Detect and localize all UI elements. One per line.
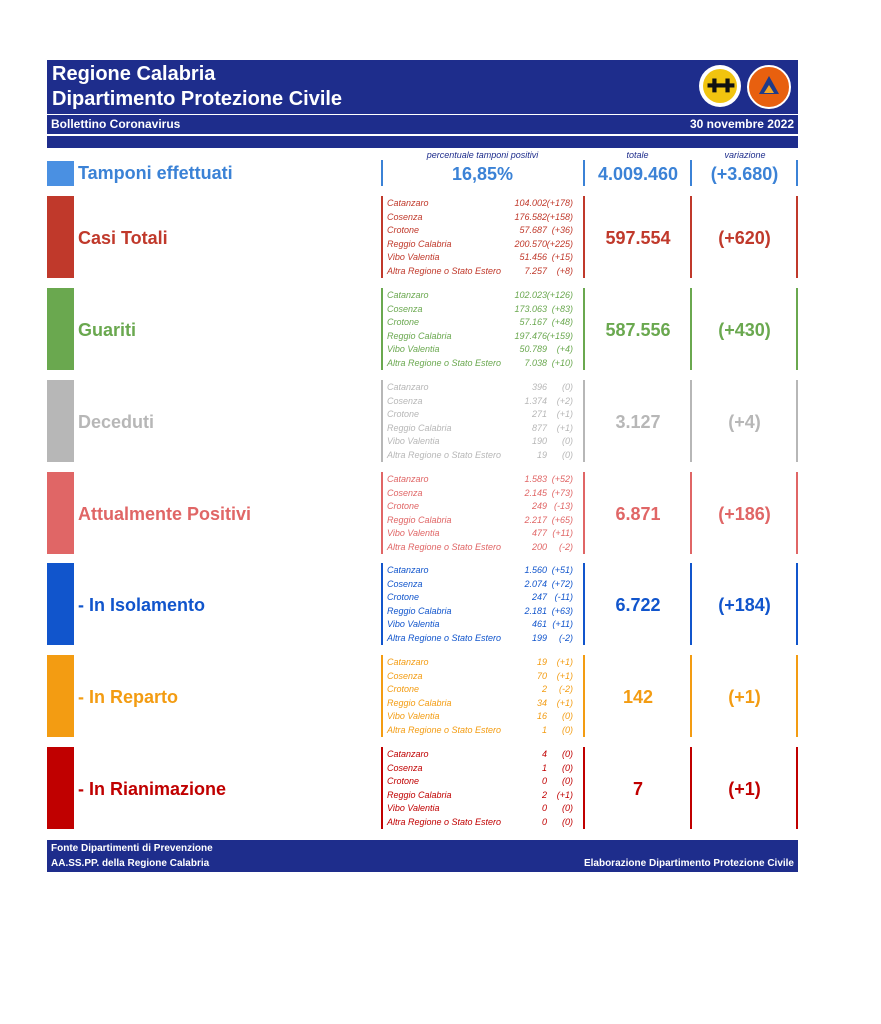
section-total: 7 <box>632 779 643 799</box>
province-row <box>387 763 583 777</box>
province-row <box>387 817 583 831</box>
province-row <box>387 671 583 685</box>
section-divider <box>583 563 585 645</box>
province-value: 477 <box>531 528 547 538</box>
province-delta: (+52) <box>551 474 573 484</box>
province-name: Catanzaro <box>387 198 429 208</box>
tamponi-total: 4.009.460 <box>597 164 679 184</box>
province-delta: (0) <box>562 803 573 813</box>
province-name: Reggio Calabria <box>387 514 452 525</box>
province-name: Vibo Valentia <box>387 344 440 354</box>
province-value: 197.476 <box>514 330 547 341</box>
section-divider <box>583 747 585 829</box>
province-row <box>387 436 583 450</box>
footer-source-line1: Fonte Dipartimenti di Prevenzione <box>51 843 213 854</box>
section-variation: (+184) <box>718 595 771 615</box>
province-value: 173.063 <box>514 303 547 314</box>
province-delta: (-2) <box>559 684 573 694</box>
section-variation: (+4) <box>728 412 761 432</box>
province-delta: (+65) <box>551 514 573 525</box>
province-delta: (0) <box>562 749 573 759</box>
province-delta: (+1) <box>556 789 573 800</box>
province-row <box>387 225 583 239</box>
province-row <box>387 423 583 437</box>
province-breakdown <box>387 382 583 463</box>
province-name: Cosenza <box>387 303 423 314</box>
province-row <box>387 803 583 817</box>
province-value: 2.145 <box>524 487 547 498</box>
province-row <box>387 776 583 790</box>
province-delta: (+1) <box>556 422 573 433</box>
province-row <box>387 528 583 542</box>
province-value: 16 <box>536 711 547 721</box>
province-name: Catanzaro <box>387 657 429 667</box>
header-divider-band <box>47 136 798 148</box>
province-name: Cosenza <box>387 395 423 406</box>
province-row <box>387 684 583 698</box>
province-row <box>387 474 583 488</box>
province-value: 0 <box>541 803 547 813</box>
province-value: 190 <box>531 436 547 446</box>
province-name: Catanzaro <box>387 749 429 759</box>
province-delta: (0) <box>562 436 573 446</box>
section-divider <box>690 472 692 554</box>
section-label: Guariti <box>78 320 137 340</box>
section-variation: (+186) <box>718 504 771 524</box>
protezione-civile-logo <box>747 65 791 109</box>
province-value: 34 <box>536 697 547 708</box>
section-divider <box>381 380 383 462</box>
province-row <box>387 317 583 331</box>
province-row <box>387 579 583 593</box>
province-row <box>387 409 583 423</box>
province-name: Reggio Calabria <box>387 697 452 708</box>
section-color-bar <box>47 288 74 370</box>
section-divider <box>583 380 585 462</box>
province-delta: (0) <box>562 776 573 786</box>
section-divider <box>381 288 383 370</box>
province-delta: (-2) <box>559 541 573 552</box>
section-divider <box>690 196 692 278</box>
province-value: 57.687 <box>519 225 547 235</box>
province-row <box>387 382 583 396</box>
province-name: Cosenza <box>387 211 423 222</box>
province-delta: (+225) <box>546 238 573 249</box>
section-divider <box>381 747 383 829</box>
province-name: Vibo Valentia <box>387 252 440 262</box>
section-variation: (+1) <box>728 779 761 799</box>
province-delta: (+51) <box>551 565 573 575</box>
province-delta: (+4) <box>556 344 573 354</box>
province-value: 70 <box>536 670 547 681</box>
province-name: Vibo Valentia <box>387 528 440 538</box>
province-name: Reggio Calabria <box>387 330 452 341</box>
province-delta: (+158) <box>546 211 573 222</box>
province-delta: (+1) <box>556 657 573 667</box>
tamponi-variation: (+3.680) <box>710 164 779 184</box>
province-breakdown <box>387 749 583 830</box>
tamponi-divider <box>796 160 798 186</box>
section-color-bar <box>47 563 74 645</box>
section-divider <box>583 655 585 737</box>
section-label: - In Rianimazione <box>78 779 227 799</box>
province-row <box>387 252 583 266</box>
tamponi-label: Tamponi effettuati <box>78 163 233 183</box>
section-divider <box>796 747 798 829</box>
province-breakdown <box>387 290 583 371</box>
province-row <box>387 450 583 464</box>
section-divider <box>690 655 692 737</box>
province-name: Vibo Valentia <box>387 711 440 721</box>
province-row <box>387 212 583 226</box>
section-total: 587.556 <box>605 320 671 340</box>
province-row <box>387 606 583 620</box>
province-row <box>387 290 583 304</box>
province-row <box>387 266 583 280</box>
header-title-region: Regione Calabria <box>52 63 216 85</box>
province-value: 396 <box>531 382 547 392</box>
province-value: 200 <box>531 541 547 552</box>
province-breakdown <box>387 198 583 279</box>
province-value: 2.217 <box>524 514 547 525</box>
section-color-bar <box>47 655 74 737</box>
section-divider <box>796 196 798 278</box>
province-row <box>387 592 583 606</box>
province-value: 7.257 <box>524 265 547 276</box>
tamponi-percent: 16,85% <box>451 164 514 184</box>
province-delta: (+72) <box>551 578 573 589</box>
province-delta: (+8) <box>556 265 573 276</box>
section-color-bar <box>47 380 74 462</box>
province-value: 2 <box>541 789 547 800</box>
province-delta: (0) <box>562 449 573 460</box>
section-divider <box>796 288 798 370</box>
province-value: 4 <box>541 749 547 759</box>
section-label: - In Reparto <box>78 687 179 707</box>
section-divider <box>690 380 692 462</box>
province-delta: (+1) <box>556 697 573 708</box>
province-breakdown <box>387 657 583 738</box>
province-value: 461 <box>531 619 547 629</box>
section-divider <box>796 472 798 554</box>
province-delta: (0) <box>562 724 573 735</box>
section-divider <box>796 655 798 737</box>
province-row <box>387 725 583 739</box>
province-value: 7.038 <box>524 357 547 368</box>
tamponi-color-marker <box>47 161 74 186</box>
province-name: Catanzaro <box>387 290 429 300</box>
province-row <box>387 239 583 253</box>
province-delta: (+15) <box>551 252 573 262</box>
province-delta: (0) <box>562 382 573 392</box>
footer-banner <box>47 840 798 872</box>
section-label: Casi Totali <box>78 228 168 248</box>
section-variation: (+430) <box>718 320 771 340</box>
province-name: Crotone <box>387 409 420 419</box>
province-value: 50.789 <box>519 344 547 354</box>
section-divider <box>381 196 383 278</box>
regione-calabria-logo: ✚✚ <box>699 65 741 107</box>
section-divider <box>583 196 585 278</box>
province-name: Catanzaro <box>387 382 429 392</box>
bulletin-date: 30 novembre 2022 <box>689 117 794 131</box>
province-value: 200.570 <box>514 238 547 249</box>
section-divider <box>583 288 585 370</box>
province-name: Cosenza <box>387 762 423 773</box>
section-total: 3.127 <box>615 412 661 432</box>
province-value: 1.583 <box>524 474 547 484</box>
province-delta: (+178) <box>546 198 573 208</box>
province-row <box>387 619 583 633</box>
province-value: 1 <box>541 724 547 735</box>
province-row <box>387 565 583 579</box>
province-name: Vibo Valentia <box>387 619 440 629</box>
province-delta: (+159) <box>546 330 573 341</box>
province-name: Altra Regione o Stato Estero <box>387 265 502 276</box>
section-color-bar <box>47 747 74 829</box>
province-value: 2 <box>541 684 547 694</box>
province-row <box>387 698 583 712</box>
province-value: 0 <box>541 816 547 827</box>
province-name: Cosenza <box>387 670 423 681</box>
province-delta: (-2) <box>559 632 573 643</box>
section-total: 6.871 <box>615 504 661 524</box>
province-value: 57.167 <box>519 317 547 327</box>
column-header-variation: variazione <box>724 150 766 160</box>
province-value: 199 <box>531 632 547 643</box>
province-row <box>387 198 583 212</box>
province-delta: (-13) <box>553 501 573 511</box>
province-delta: (+36) <box>551 225 573 235</box>
province-row <box>387 633 583 647</box>
province-delta: (+11) <box>552 528 573 538</box>
province-name: Catanzaro <box>387 565 429 575</box>
province-delta: (0) <box>562 762 573 773</box>
province-value: 249 <box>531 501 547 511</box>
province-name: Crotone <box>387 317 420 327</box>
province-name: Altra Regione o Stato Estero <box>387 632 502 643</box>
province-name: Catanzaro <box>387 474 429 484</box>
province-row <box>387 542 583 556</box>
province-row <box>387 501 583 515</box>
province-delta: (+83) <box>551 303 573 314</box>
province-value: 102.023 <box>514 290 547 300</box>
province-name: Altra Regione o Stato Estero <box>387 357 502 368</box>
province-row <box>387 657 583 671</box>
province-name: Altra Regione o Stato Estero <box>387 724 502 735</box>
province-delta: (0) <box>562 816 573 827</box>
section-divider <box>583 472 585 554</box>
province-name: Reggio Calabria <box>387 605 452 616</box>
section-divider <box>690 288 692 370</box>
province-name: Crotone <box>387 501 420 511</box>
section-color-bar <box>47 196 74 278</box>
province-name: Reggio Calabria <box>387 238 452 249</box>
province-delta: (+2) <box>556 395 573 406</box>
province-value: 1.374 <box>524 395 547 406</box>
province-row <box>387 304 583 318</box>
province-delta: (+11) <box>552 619 573 629</box>
province-value: 247 <box>531 592 547 602</box>
province-name: Reggio Calabria <box>387 789 452 800</box>
section-total: 597.554 <box>605 228 671 248</box>
province-row <box>387 515 583 529</box>
column-header-percent: percentuale tamponi positivi <box>426 150 539 160</box>
province-name: Vibo Valentia <box>387 436 440 446</box>
tamponi-divider <box>381 160 383 186</box>
province-breakdown <box>387 565 583 646</box>
province-name: Reggio Calabria <box>387 422 452 433</box>
section-divider <box>381 472 383 554</box>
province-name: Cosenza <box>387 578 423 589</box>
province-value: 19 <box>536 657 547 667</box>
header-subbar <box>47 114 798 133</box>
header-banner <box>47 60 798 134</box>
province-row <box>387 749 583 763</box>
province-row <box>387 790 583 804</box>
province-name: Altra Regione o Stato Estero <box>387 541 502 552</box>
column-header-total: totale <box>626 150 649 160</box>
province-delta: (+1) <box>556 409 573 419</box>
province-row <box>387 331 583 345</box>
province-name: Crotone <box>387 225 420 235</box>
tamponi-divider <box>690 160 692 186</box>
province-name: Altra Regione o Stato Estero <box>387 449 502 460</box>
province-row <box>387 396 583 410</box>
province-value: 271 <box>531 409 547 419</box>
province-delta: (+73) <box>551 487 573 498</box>
province-delta: (+126) <box>546 290 573 300</box>
province-row <box>387 711 583 725</box>
header-title-department: Dipartimento Protezione Civile <box>52 88 343 110</box>
province-delta: (+48) <box>551 317 573 327</box>
province-name: Vibo Valentia <box>387 803 440 813</box>
section-color-bar <box>47 472 74 554</box>
province-value: 51.456 <box>519 252 547 262</box>
province-value: 104.002 <box>514 198 547 208</box>
province-breakdown <box>387 474 583 555</box>
province-value: 1 <box>541 762 547 773</box>
province-row <box>387 344 583 358</box>
footer-elaboration: Elaborazione Dipartimento Protezione Civile <box>583 858 794 869</box>
section-divider <box>796 380 798 462</box>
province-value: 176.582 <box>514 211 547 222</box>
province-delta: (+1) <box>556 670 573 681</box>
province-name: Altra Regione o Stato Estero <box>387 816 502 827</box>
province-value: 2.181 <box>524 605 547 616</box>
section-total: 6.722 <box>615 595 661 615</box>
province-value: 2.074 <box>524 578 547 589</box>
province-name: Crotone <box>387 776 420 786</box>
province-name: Crotone <box>387 684 420 694</box>
province-delta: (0) <box>562 711 573 721</box>
section-divider <box>796 563 798 645</box>
province-value: 0 <box>541 776 547 786</box>
section-total: 142 <box>622 687 654 707</box>
section-label: Deceduti <box>78 412 155 432</box>
province-value: 1.560 <box>524 565 547 575</box>
province-name: Cosenza <box>387 487 423 498</box>
section-variation: (+1) <box>728 687 761 707</box>
bulletin-title: Bollettino Coronavirus <box>51 117 181 131</box>
section-divider <box>381 563 383 645</box>
section-divider <box>690 747 692 829</box>
province-delta: (+63) <box>551 605 573 616</box>
section-label: - In Isolamento <box>78 595 206 615</box>
province-row <box>387 358 583 372</box>
province-value: 19 <box>536 449 547 460</box>
province-delta: (+10) <box>551 357 573 368</box>
section-divider <box>381 655 383 737</box>
tamponi-divider <box>583 160 585 186</box>
province-name: Crotone <box>387 592 420 602</box>
province-row <box>387 488 583 502</box>
section-variation: (+620) <box>718 228 771 248</box>
section-divider <box>690 563 692 645</box>
province-delta: (-11) <box>554 592 573 602</box>
section-label: Attualmente Positivi <box>78 504 252 524</box>
province-value: 877 <box>531 422 547 433</box>
footer-source-line2: AA.SS.PP. della Regione Calabria <box>51 858 210 869</box>
